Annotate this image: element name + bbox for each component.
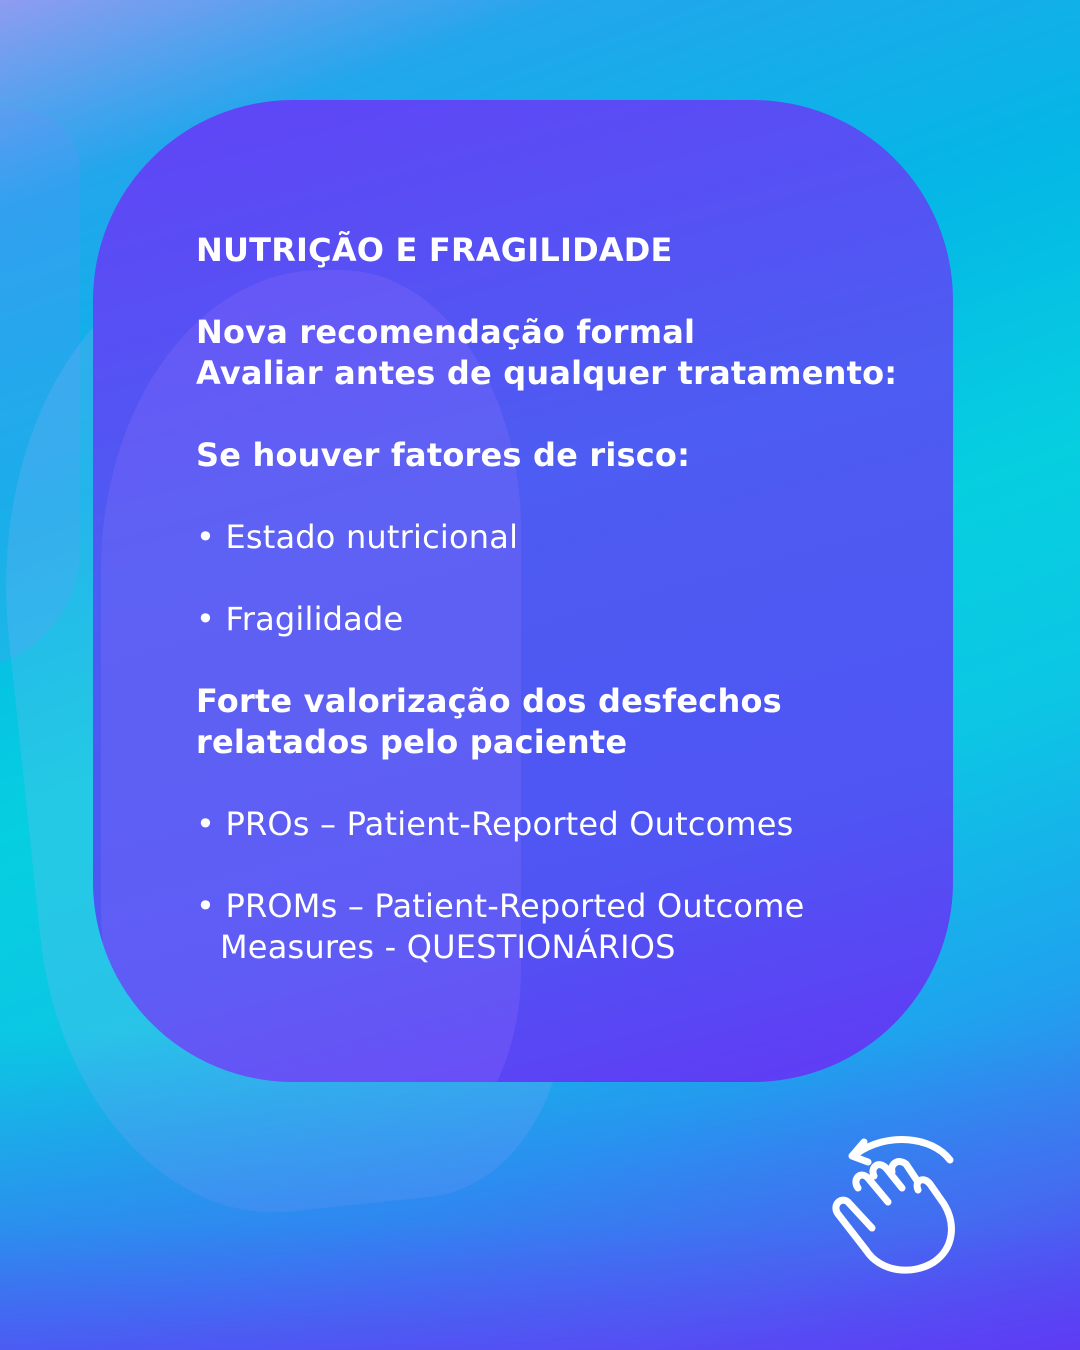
risk-item-frailty: • Fragilidade [196,600,404,638]
recommendation-line-1: Nova recomendação formal [196,313,696,351]
risk-heading: Se houver fatores de risco: [196,436,691,474]
outcomes-heading-line-2: relatados pelo paciente [196,723,628,761]
swipe-hand-icon[interactable] [826,1130,958,1278]
outcome-item-proms-line-1: • PROMs – Patient-Reported Outcome [196,887,805,925]
outcomes-heading-line-1: Forte valorização dos desfechos [196,682,782,720]
outcome-item-proms-line-2: Measures - QUESTIONÁRIOS [220,928,676,966]
outcome-item-pros: • PROs – Patient-Reported Outcomes [196,805,794,843]
recommendation-line-2: Avaliar antes de qualquer tratamento: [196,354,898,392]
page-title: NUTRIÇÃO E FRAGILIDADE [196,231,673,269]
card-content [196,230,916,968]
risk-item-nutrition: • Estado nutricional [196,518,519,556]
